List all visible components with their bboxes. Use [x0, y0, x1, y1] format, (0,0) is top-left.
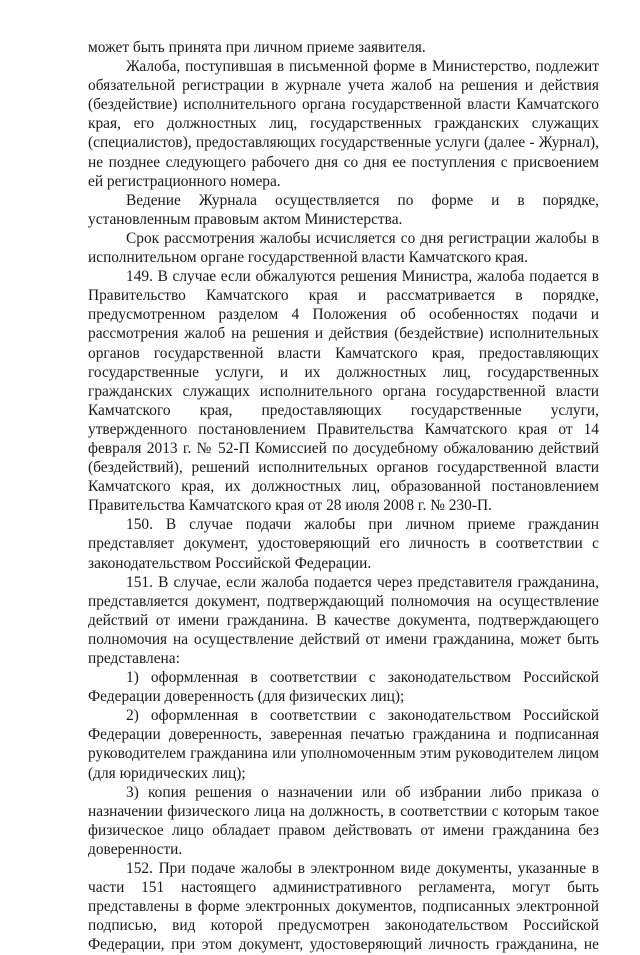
- document-page: [88, 38, 599, 955]
- list-item-3: 3) копия решения о назначении или об избрании либо приказа о назначении физического лица на должность, в соответствии с которым такое физическое лицо обладает правом действовать от имени гражданина без доверенности.: [88, 783, 599, 858]
- paragraph-150: 150. В случае подачи жалобы при личном приеме гражданин представляет документ, удостоверяющий его личность в соответствии с законодательством Российской Федерации.: [88, 516, 599, 572]
- paragraph-149: 149. В случае если обжалуются решения Министра, жалоба подается в Правительство Камчатского края и рассматривается в порядке, предусмотренном разделом 4 Положения об особенностях подачи и рассмотрения жалоб на решения и действия (бездействие) исполнительных органов государственной власти Камчатского края, предоставляющих государственные услуги, и их должностных лиц, государственных гражданских служащих исполнительного органа государственной власти Камчатского края, предоставляющих государственные услуги, утвержденного постановлением Правительства Камчатского края от 14 февраля 2013 г. № 52-П Комиссией по досудебному обжалованию действий (бездействий), решений исполнительных органов государственной власти Камчатского края, их должностных лиц, образованной постановлением Правительства Камчатского края от 28 июля 2008 г. № 230-П.: [88, 268, 599, 515]
- paragraph-journal-keeping: Ведение Журнала осуществляется по форме и в порядке, установленным правовым актом Министерства.: [88, 191, 599, 228]
- paragraph-continuation: может быть принята при личном приеме заявителя.: [88, 39, 426, 56]
- list-item-1: 1) оформленная в соответствии с законодательством Российской Федерации доверенность (для физических лиц);: [88, 669, 599, 706]
- paragraph-review-period: Срок рассмотрения жалобы исчисляется со дня регистрации жалобы в исполнительном органе государственной власти Камчатского края.: [88, 229, 599, 267]
- paragraph-complaint-registration: Жалоба, поступившая в письменной форме в Министерство, подлежит обязательной регистрации в журнале учета жалоб на решения и действия (бездействие) исполнительного органа государственной власти Камчатского края, его должностных лиц, государственных гражданских служащих (специалистов), предоставляющих государственные услуги (далее - Журнал), не позднее следующего рабочего дня со дня ее поступления с присвоением ей регистрационного номера.: [88, 58, 599, 190]
- list-item-2: 2) оформленная в соответствии с законодательством Российской Федерации доверенность, заверенная печатью гражданина и подписанная руководителем гражданина или уполномоченным этим руководителем лицом (для юридических лиц);: [88, 707, 599, 782]
- paragraph-151: 151. В случае, если жалоба подается через представителя гражданина, представляется документ, подтверждающий полномочия на осуществление действий от имени гражданина. В качестве документа, подтверждающего полномочия на осуществление действий от имени гражданина, может быть представлена:: [88, 573, 599, 667]
- paragraph-152: 152. При подаче жалобы в электронном виде документы, указанные в части 151 настоящего административного регламента, могут быть представлены в форме электронных документов, подписанных электронной подписью, вид которой предусмотрен законодательством Российской Федерации, при этом документ, удостоверяющий личность гражданина, не: [88, 860, 599, 954]
